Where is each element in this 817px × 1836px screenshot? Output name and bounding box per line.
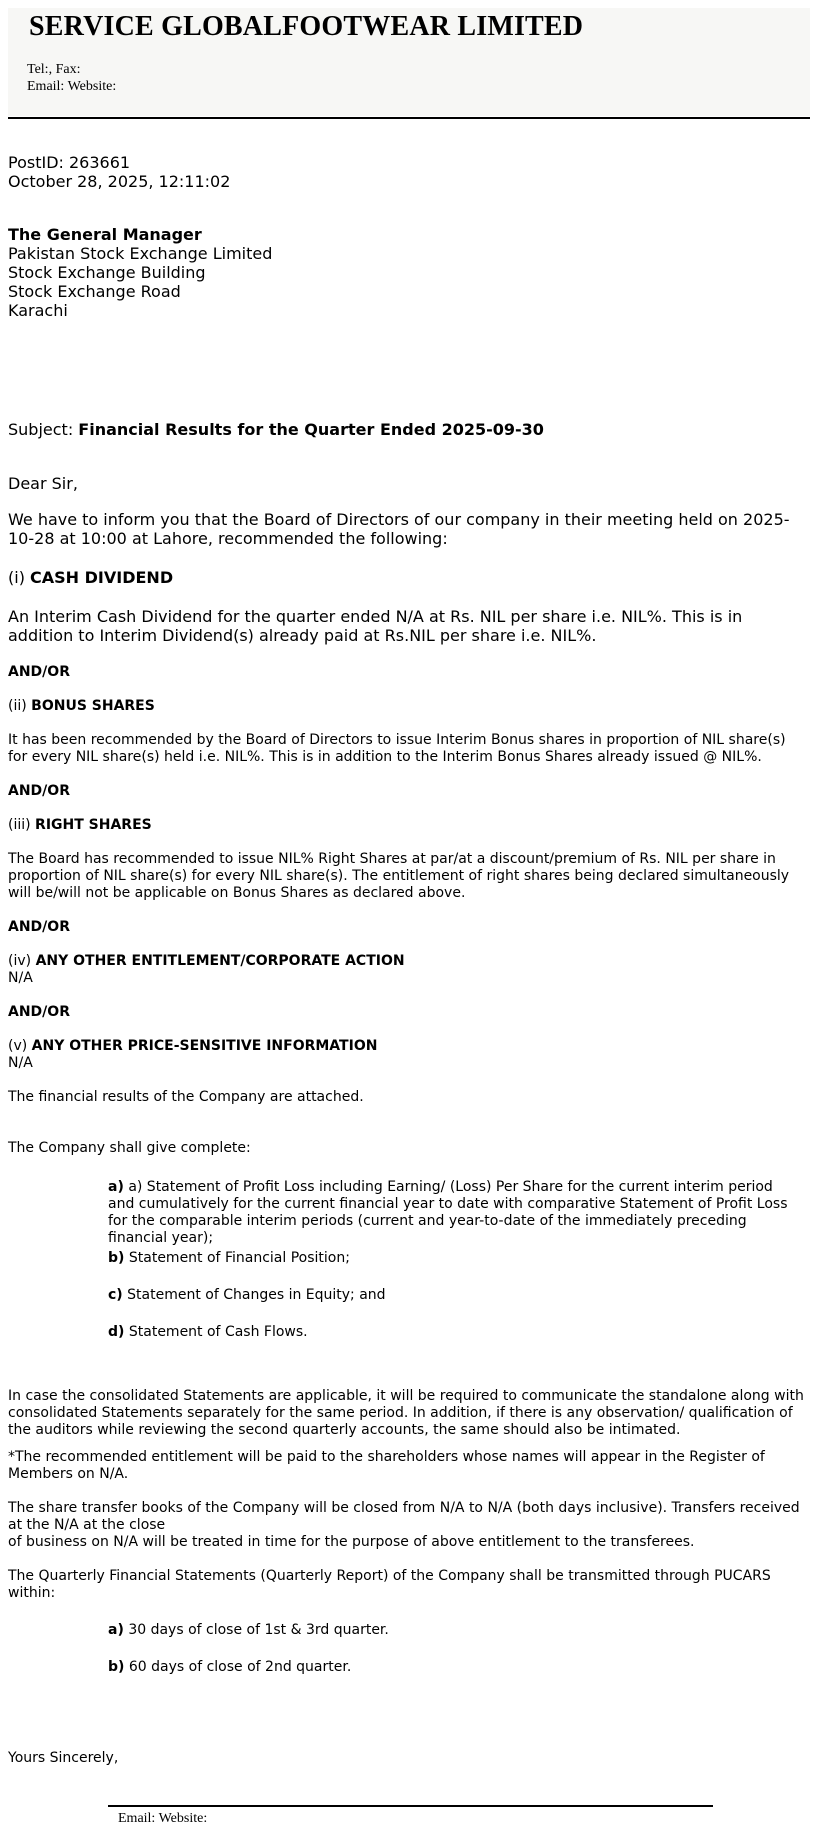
item-text: Statement of Financial Position;	[128, 1250, 350, 1266]
other-entitlement-heading	[8, 953, 405, 970]
item-text: Statement of Cash Flows.	[128, 1324, 308, 1340]
recipient-line: Pakistan Stock Exchange Limited	[8, 244, 273, 263]
and-or-separator: AND/OR	[8, 783, 70, 799]
item-text: Statement of Changes in Equity; and	[127, 1287, 386, 1303]
book-closure-line: The share transfer books of the Company will be closed from N/A to N/A (both days inclusive). Transfers received at the N/A at the close	[8, 1500, 800, 1533]
quarterly-report-note: The Quarterly Financial Statements (Quarterly Report) of the Company shall be transmitted through PUCARS within:	[8, 1568, 771, 1601]
section-number: (v)	[8, 1038, 28, 1054]
and-or-separator: AND/OR	[8, 664, 70, 680]
post-id: PostID: 263661	[8, 153, 131, 172]
bonus-shares-heading	[8, 698, 155, 715]
section-title: ANY OTHER ENTITLEMENT/CORPORATE ACTION	[35, 953, 405, 969]
recipient-line: Karachi	[8, 301, 68, 320]
item-label: c)	[108, 1287, 123, 1303]
item-text: 60 days of close of 2nd quarter.	[128, 1659, 352, 1675]
company-name: SERVICE GLOBALFOOTWEAR LIMITED	[29, 11, 584, 42]
bonus-shares-text: It has been recommended by the Board of Directors to issue Interim Bonus shares in proportion of NIL share(s) for every NIL share(s) held i.e. NIL%. This is in addition to the Interim Bonus Shares already issued @ NIL%.	[8, 732, 786, 765]
recipient-title: The General Manager	[8, 225, 202, 244]
item-label: a)	[108, 1179, 124, 1195]
cash-dividend-heading	[8, 568, 173, 587]
subject-label: Subject:	[8, 420, 74, 439]
item-label: a)	[108, 1622, 124, 1638]
entitlement-note: *The recommended entitlement will be paid to the shareholders whose names will appear in the Register of Members on N/A.	[8, 1449, 765, 1482]
other-entitlement-value: N/A	[8, 970, 33, 986]
item-label: d)	[108, 1324, 125, 1340]
section-number: (iii)	[8, 817, 31, 833]
statement-item	[108, 1250, 798, 1267]
closing: Yours Sincerely,	[8, 1750, 119, 1766]
section-number: (i)	[8, 568, 25, 587]
contact-email-website: Email: Website:	[27, 79, 117, 94]
and-or-separator: AND/OR	[8, 919, 70, 935]
section-title: BONUS SHARES	[31, 698, 155, 714]
statement-item	[108, 1287, 798, 1304]
recipient-line: Stock Exchange Road	[8, 282, 181, 301]
cash-dividend-text: An Interim Cash Dividend for the quarter ended N/A at Rs. NIL per share i.e. NIL%. This is in addition to Interim Dividend(s) already paid at Rs.NIL per share i.e. NIL%.	[8, 607, 743, 645]
results-attached-note: The financial results of the Company are attached.	[8, 1089, 364, 1105]
section-title: ANY OTHER PRICE-SENSITIVE INFORMATION	[31, 1038, 378, 1054]
section-title: RIGHT SHARES	[35, 817, 152, 833]
item-label: b)	[108, 1250, 125, 1266]
salutation: Dear Sir,	[8, 474, 78, 493]
price-sensitive-heading	[8, 1038, 377, 1055]
statement-item	[108, 1324, 798, 1341]
and-or-separator: AND/OR	[8, 1004, 70, 1020]
post-datetime: October 28, 2025, 12:11:02	[8, 172, 231, 191]
give-complete-intro: The Company shall give complete:	[8, 1140, 251, 1156]
consolidated-note: In case the consolidated Statements are applicable, it will be required to communicate the standalone along with consolidated Statements separately for the same period. In addition, if there is any observation/ qualification of the auditors while reviewing the second quarterly accounts, the same should also be intimated.	[8, 1388, 804, 1438]
item-text: 30 days of close of 1st & 3rd quarter.	[128, 1622, 389, 1638]
intro-paragraph: We have to inform you that the Board of Directors of our company in their meeting held on 2025-10-28 at 10:00 at Lahore, recommended the following:	[8, 510, 790, 548]
section-number: (ii)	[8, 698, 27, 714]
price-sensitive-value: N/A	[8, 1055, 33, 1071]
deadline-item	[108, 1622, 798, 1639]
item-text: a) Statement of Profit Loss including Earning/ (Loss) Per Share for the current interim period and cumulatively for the current financial year to date with comparative Statement of Profit Loss for the comparable interim periods (current and year-to-date of the immediately preceding financial year);	[108, 1179, 788, 1246]
item-label: b)	[108, 1659, 125, 1675]
subject-text: Financial Results for the Quarter Ended 2025-09-30	[78, 420, 544, 439]
right-shares-text: The Board has recommended to issue NIL% Right Shares at par/at a discount/premium of Rs. NIL per share in proportion of NIL share(s) for every NIL share(s). The entitlement of right shares being declared simultaneously will be/will not be applicable on Bonus Shares as declared above.	[8, 851, 790, 901]
right-shares-heading	[8, 817, 152, 834]
footer-contact: Email: Website:	[118, 1811, 208, 1826]
section-number: (iv)	[8, 953, 32, 969]
subject	[8, 420, 544, 439]
header-divider	[8, 117, 810, 119]
footer-divider	[108, 1805, 713, 1807]
contact-phone-fax: Tel:, Fax:	[27, 62, 81, 77]
deadline-item	[108, 1659, 798, 1676]
recipient-line: Stock Exchange Building	[8, 263, 206, 282]
book-closure-line: of business on N/A will be treated in time for the purpose of above entitlement to the transferees.	[8, 1534, 695, 1550]
statement-item	[108, 1179, 798, 1247]
section-title: CASH DIVIDEND	[30, 568, 174, 587]
